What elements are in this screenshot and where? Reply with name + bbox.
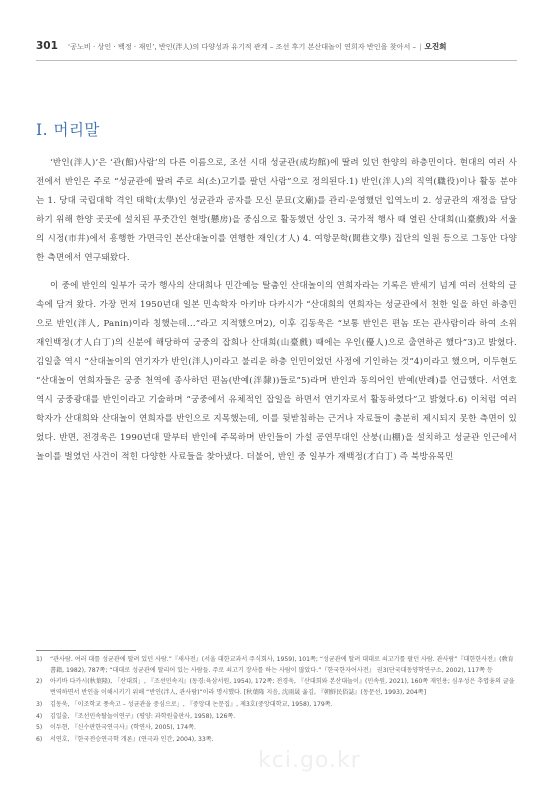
footnote-text: 김동욱, 「이조학교 풍속고 – 성균관을 중심으로」, 『중앙대 논문집』, 제3호(중앙대학교, 1958), 179쪽. xyxy=(50,700,333,708)
footnotes xyxy=(36,655,517,747)
footnote xyxy=(36,723,517,734)
paragraph: 이 중에 반인의 일부가 국가 행사의 산대희나 민간예능 탈춤인 산대놀이의 연희자라는 기록은 반세기 넘게 여러 선학의 글 속에 담겨 왔다. 가장 먼저 1950년대 일본 민속학자 아키바 다카시가 “산대희의 연희자는 성균관에서 천한 일을 하던 하층민으로 반인(泮人, Panin)이라 칭했는데…”라고 지적했으며2), 이후 김동욱은 “보통 반인은 편놈 또는 관사람이라 하여 소위 재인백정(才人白丁)의 신분에 해당하여 궁중의 잡희나 산대희(山臺戲) 때에는 우인(優人)으로 출연하곤 했다”3)고 밝혔다. 김일출 역시 “산대놀이의 연기자가 반인(泮人)이라고 불리운 하층 인민이었던 사정에 기인하는 것”4)이라고 했으며, 이두현도 “산대놀이 연희자들은 궁중 천역에 종사하던 편놈(반예(泮隸))들로”5)라며 반인과 동의어인 반예(반례)를 언급했다. 서연호 역시 궁중광대를 반인이라고 기술하며 “궁중에서 유체적인 잡일을 하면서 연기자로서 활동하였다”고 밝혔다.6) 이처럼 여러 학자가 산대희와 산대놀이 연희자를 반인으로 지목했는데, 이를 뒷받침하는 근거나 자료들이 충분히 제시되지 못한 측면이 있었다. 반면, 전경욱은 1990년대 말부터 반인에 주목하며 반인들이 가설 공연무대인 산붕(山棚)을 설치하고 성균관 인근에서 놀이를 벌였던 사건이 적힌 다양한 사료들을 찾아냈다. 더불어, 반인 중 일부가 재백정(才白丁) 즉 북방유목민 xyxy=(36,281,517,462)
footnote-number: 6) xyxy=(36,736,43,744)
footnote-rule xyxy=(36,650,136,651)
footnote xyxy=(36,655,517,676)
footnote-text: 아키바 다카시(秋葉隆), 「산대희」, 『조선민속지』(동경:육삼서원, 1954), 172쪽; 전경욱, 『산대희와 본산대놀이』(민속원, 2021), 160쪽 재인용; 심우성은 추엽융의 글을 번역하면서 반인을 이해시키기 위해 “반인(泮人, 관사람)”이라 명시했다. [秋葉隆 지음, 沈雨晟 옮김, 『朝鮮民俗誌』(동문선, 1993), 204쪽] xyxy=(50,678,515,696)
footnote-number: 3) xyxy=(36,700,43,708)
footnote-text: “관사람. 여러 대를 성균관에 딸려 있던 사람.”『새사전』(서울 대한교과서 주식회사, 1959), 101쪽; “성균관에 딸려 대대로 쇠고기를 팔던 사람. 관사람”『대한한사전』(敎育書籍, 1982), 787쪽; “대대로 성균관에 딸리어 있는 사람들. 주로 쇠고기 장사를 하는 사람이 많았다.”『한국한자어사전』 권3(단국대동양학연구소, 2002), 117쪽 등 xyxy=(50,656,514,674)
footnote xyxy=(36,700,517,711)
footnote-number: 5) xyxy=(36,724,43,732)
header-rule xyxy=(36,60,517,61)
body-text xyxy=(36,154,517,476)
page-number: 301 xyxy=(36,40,58,52)
footnote xyxy=(36,712,517,723)
header-separator: | xyxy=(419,42,422,51)
footnote-text: 김일출, 『조선민속탈놀이연구』(평양: 과학원출판사, 1958), 126쪽. xyxy=(50,712,236,720)
footnote-number: 2) xyxy=(36,678,43,686)
section-title: I. 머리말 xyxy=(36,121,100,139)
footnote xyxy=(36,735,517,746)
footnote-number: 4) xyxy=(36,712,43,720)
watermark: kci.go.kr xyxy=(258,748,361,773)
running-title: ‘공노비 · 상인 · 백정 · 재인’, 반인(泮人)의 다양성과 유기적 관계 – 조선 후기 본산대놀이 연희자 반인을 찾아서 – xyxy=(67,42,417,51)
footnote-number: 1) xyxy=(36,656,43,663)
footnote xyxy=(36,677,517,698)
footnote-text: 이두현, 『신수판한국연극사』(학연사, 2005), 174쪽. xyxy=(50,724,196,732)
author-name: 오진희 xyxy=(424,42,447,51)
paragraph: ‘반인(泮人)’은 ‘관(館)사람’의 다른 이름으로, 조선 시대 성균관(成均館)에 딸려 있던 한양의 하층민이다. 현대의 여러 사전에서 반인은 주로 “성균관에 딸려 주로 쇠(소)고기를 팔던 사람”으로 정의된다.1) 반인(泮人)의 직역(職役)이나 활동 분야는 1. 당대 국립대학 격인 태학(太學)인 성균관과 공자를 모신 문묘(文廟)를 관리·운영했던 입역노비 2. 성균관의 재정을 담당하기 위해 한양 곳곳에 설치된 푸줏간인 현방(懸房)을 중심으로 활동했던 상인 3. 국가적 행사 때 열린 산대희(山臺戲)와 서울의 시정(市井)에서 흥행한 가면극인 본산대놀이를 연행한 재인(才人) 4. 여항문학(閭巷文學) 집단의 일원 등으로 그동안 다양한 측면에서 연구돼왔다. xyxy=(36,158,517,263)
running-header xyxy=(36,40,517,56)
footnote-text: 서연호, 『한국전승연극학 개론』(연극과 인간, 2004), 33쪽. xyxy=(50,736,214,744)
